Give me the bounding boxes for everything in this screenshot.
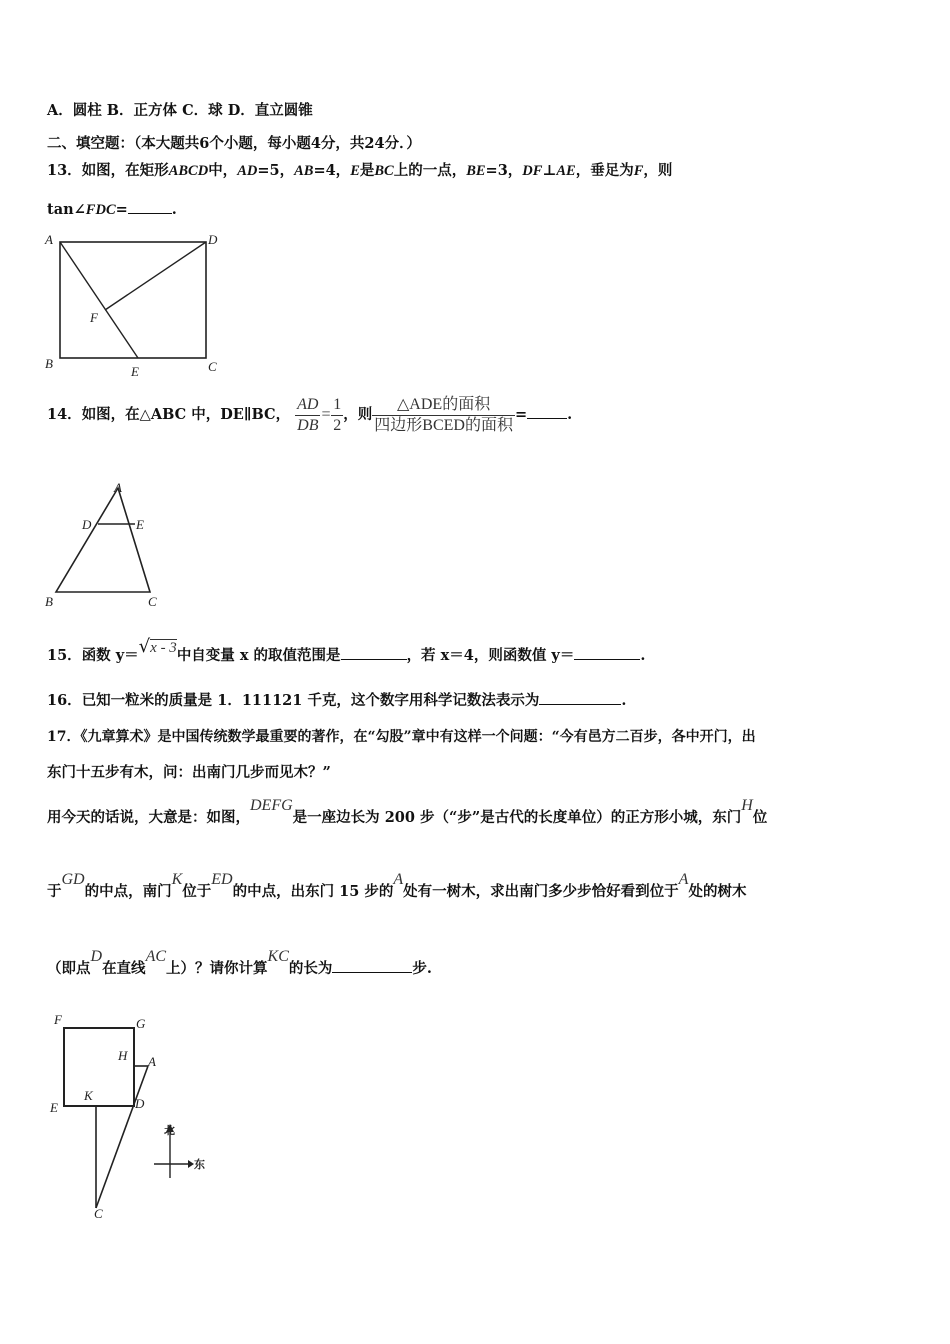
q13-label-e: E: [131, 364, 139, 379]
q14-figure: [40, 478, 170, 612]
q17-text: 的中点，出东门 15 步的: [232, 883, 394, 900]
q13-line2: [47, 199, 177, 220]
q14-label-b: B: [45, 594, 53, 609]
options-line: A．圆柱 B．正方体 C．球 D．直立圆锥: [47, 102, 313, 119]
q13-ab: AB: [294, 163, 314, 179]
q14-number: 14．: [47, 406, 82, 423]
q14-line: [47, 392, 572, 438]
q17-text: 于: [47, 883, 62, 900]
q15-number: 15．: [47, 647, 82, 664]
q13-label-a: A: [45, 232, 53, 247]
q15-end: .: [640, 647, 646, 664]
q16-number: 16．: [47, 692, 82, 709]
q13-answer-blank[interactable]: [128, 199, 172, 214]
q15-text: ，若 x＝4，则函数值 y＝: [406, 647, 575, 664]
q14-label-c: C: [148, 594, 157, 609]
q13-label-f: F: [90, 310, 98, 325]
q14-frac2-numerator: 1: [331, 395, 343, 416]
q13-perp-symbol: ⊥: [542, 162, 557, 179]
q17-number: 17．: [47, 729, 81, 745]
q17-label-north: 北: [164, 1125, 175, 1137]
q14-frac1-numerator: AD: [295, 395, 320, 416]
q17-line2: 东门十五步有木，问：出南门几步而见木？”: [47, 764, 331, 781]
q14-fraction-ad-db: [295, 395, 320, 436]
q14-fraction-half: [331, 395, 343, 436]
q15-blank1[interactable]: [341, 645, 407, 660]
q13-rect-name: ABCD: [168, 163, 209, 179]
q16-end: .: [621, 692, 627, 709]
q13-equals: =: [115, 201, 128, 218]
q17-text: 的长为: [288, 960, 333, 977]
q13-label-b: B: [45, 356, 53, 371]
q17-segment-ac: [96, 1066, 148, 1208]
q13-text: ，则: [643, 162, 673, 179]
q17-defg: DEFG: [250, 797, 293, 814]
q13-point-f: F: [633, 163, 644, 179]
q17-label-east: 东: [194, 1159, 205, 1171]
q17-h: H: [741, 797, 753, 814]
q17-text: 处的树木: [688, 883, 747, 900]
q13-label-c: C: [208, 359, 217, 374]
q17-text: 位: [752, 809, 768, 826]
section-title: 二、填空题：（本大题共6个小题，每小题4分，共24分．）: [47, 135, 421, 152]
q15-text: 中自变量 x 的取值范围是: [176, 647, 341, 664]
q17-text: 在直线: [102, 960, 146, 977]
q17-kc: KC: [267, 948, 289, 965]
q14-fraction-area: [372, 395, 515, 436]
q15-sqrt: [138, 636, 177, 657]
q17-text: 《九章算术》是中国传统数学最重要的著作，在“勾股”章中有这样一个问题：“今有邑方二百步，各中开门，出: [80, 729, 756, 745]
q14-frac3-numerator: △ADE的面积: [372, 395, 515, 416]
q17-ac: AC: [145, 948, 167, 965]
q15-blank2[interactable]: [574, 645, 640, 660]
q17-label-e: E: [50, 1100, 58, 1115]
q15-radicand: x - 3: [150, 640, 177, 656]
q14-end: .: [567, 406, 573, 423]
q17-label-f: F: [54, 1012, 62, 1027]
q17-label-c: C: [94, 1206, 103, 1221]
q17-line1: [47, 727, 756, 747]
q13-rectangle: [60, 242, 206, 358]
q13-ad-value: =5，: [257, 162, 295, 179]
q13-segment-df: [105, 242, 206, 310]
q14-label-d: D: [82, 517, 92, 532]
q17-ed: ED: [211, 871, 233, 888]
q14-text: ，则: [343, 406, 373, 423]
q14-text: 如图，在△ABC 中，DE∥BC，: [81, 406, 291, 423]
q13-text: 如图，在矩形: [81, 162, 169, 179]
q14-label-a: A: [114, 480, 122, 495]
q15-line: [47, 636, 646, 666]
q14-frac2-denominator: 2: [333, 416, 342, 434]
q17-text: 是一座边长为 200 步（“步”是古代的长度单位）的正方形小城，东门: [292, 809, 742, 826]
q17-text: 的中点，南门: [84, 883, 172, 900]
q13-segment-ae: [60, 242, 138, 358]
q17-text: 处有一树木，求出南门多少步恰好看到位于: [403, 883, 679, 900]
q17-text: 用今天的话说，大意是：如图，: [47, 809, 250, 826]
q17-text: 位于: [182, 883, 212, 900]
q14-label-e: E: [136, 517, 144, 532]
q14-frac3-denominator: 四边形BCED的面积: [374, 416, 513, 434]
q17-square: [64, 1028, 134, 1106]
q17-line4: [47, 871, 747, 902]
q17-label-k: K: [84, 1088, 93, 1103]
q13-text: 是: [359, 162, 375, 179]
q17-label-g: G: [136, 1016, 146, 1031]
q17-a: A: [678, 871, 689, 888]
q14-triangle: [56, 488, 150, 592]
q13-bc: BC: [374, 163, 394, 179]
q13-line1: [47, 161, 672, 181]
q14-frac1-denominator: DB: [297, 416, 319, 434]
q13-ab-value: =4，: [313, 162, 351, 179]
q17-k: K: [171, 871, 183, 888]
q17-gd: GD: [61, 871, 85, 888]
q16-answer-blank[interactable]: [539, 690, 621, 705]
q17-label-d: D: [135, 1096, 145, 1111]
q17-answer-blank[interactable]: [332, 958, 412, 973]
q13-text: ，垂足为: [575, 162, 634, 179]
q17-text: 上）？请你计算: [166, 960, 268, 977]
q13-label-d: D: [208, 232, 218, 247]
q17-text: （即点: [47, 960, 91, 977]
q17-line3: [47, 797, 768, 828]
q13-text: 上的一点，: [393, 162, 467, 179]
q13-ae: AE: [556, 163, 576, 179]
q13-number: 13．: [47, 162, 82, 179]
q17-d: D: [90, 948, 103, 965]
q13-fdc: FDC: [85, 202, 116, 218]
q17-text: 步.: [412, 960, 432, 977]
q17-line5: [47, 948, 432, 979]
q16-line: [47, 690, 626, 711]
q14-answer-blank[interactable]: [527, 404, 567, 419]
q17-figure: [40, 1008, 220, 1223]
q13-ad: AD: [237, 163, 258, 179]
radical-icon: √: [138, 636, 151, 657]
q13-be-value: =3，: [485, 162, 523, 179]
q13-end: .: [171, 201, 177, 218]
q14-equals1: =: [320, 406, 332, 423]
q17-label-h: H: [118, 1048, 128, 1063]
q13-tan: tan∠: [47, 201, 86, 218]
q17-a: A: [393, 871, 404, 888]
q17-label-a: A: [148, 1054, 156, 1069]
q13-text: 中，: [208, 162, 238, 179]
q13-df: DF: [522, 163, 543, 179]
q13-figure: [40, 228, 230, 380]
q16-text: 已知一粒米的质量是 1．111121 千克，这个数字用科学记数法表示为: [81, 692, 540, 709]
q13-point-e: E: [350, 163, 360, 179]
q13-be: BE: [466, 163, 486, 179]
q14-equals2: =: [514, 406, 528, 423]
q15-text: 函数 y＝: [81, 647, 139, 664]
